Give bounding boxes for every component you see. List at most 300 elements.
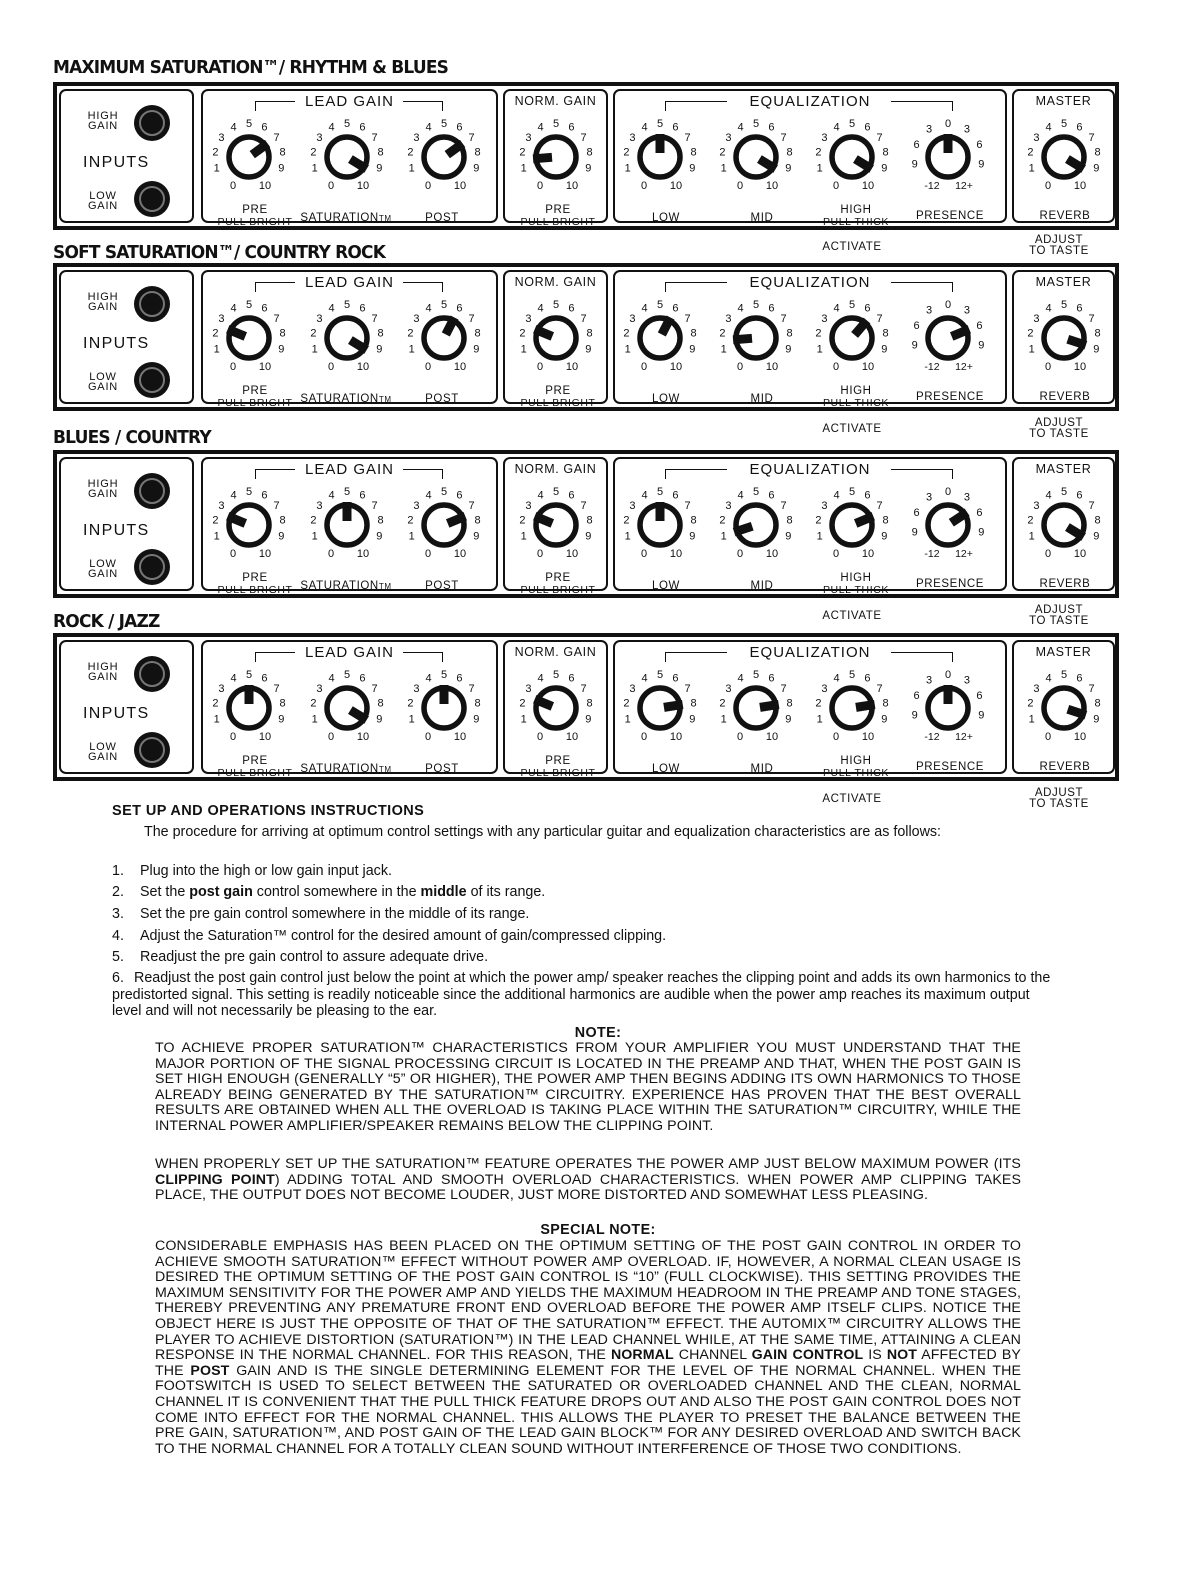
saturation-knob[interactable] bbox=[306, 290, 388, 386]
scale-tick-label: 2 bbox=[519, 697, 526, 710]
post-label: POST bbox=[425, 393, 459, 405]
post-knob-graphic bbox=[403, 290, 485, 386]
scale-tick-label: 5 bbox=[656, 669, 664, 681]
reverb-knob[interactable] bbox=[1023, 477, 1105, 573]
saturation-knob-graphic bbox=[306, 660, 388, 756]
scale-tick-label: 1 bbox=[408, 343, 415, 356]
norm-knob-graphic bbox=[515, 109, 597, 205]
scale-tick-label: 4 bbox=[737, 489, 744, 502]
scale-tick-label: 2 bbox=[519, 327, 526, 340]
post-gain-knob[interactable] bbox=[403, 660, 485, 756]
low-eq-knob[interactable] bbox=[619, 290, 701, 386]
scale-tick-label: 8 bbox=[882, 697, 889, 710]
reverb-knob-graphic bbox=[1023, 660, 1105, 756]
scale-tick-label: 2 bbox=[719, 327, 726, 340]
high-label: HIGH bbox=[840, 385, 872, 397]
high-knob-graphic bbox=[811, 477, 893, 573]
scale-tick-label: 4 bbox=[641, 121, 648, 134]
scale-tick-label: 5 bbox=[343, 118, 351, 130]
scale-tick-label: 6 bbox=[864, 672, 871, 685]
master-section bbox=[1012, 640, 1115, 774]
scale-tick-label: -12 bbox=[924, 731, 940, 743]
scale-tick-label: 6 bbox=[864, 121, 871, 134]
mid-eq-knob[interactable] bbox=[715, 109, 797, 205]
scale-tick-label: 10 bbox=[669, 548, 683, 560]
saturation-label: SATURATIONTM bbox=[300, 763, 392, 775]
adjust-to-taste-label: ADJUST TO TASTE bbox=[1029, 417, 1089, 440]
scale-tick-label: 8 bbox=[586, 146, 593, 159]
scale-tick-label: 3 bbox=[1033, 313, 1040, 326]
scale-tick-label: 0 bbox=[736, 731, 744, 743]
knob-body bbox=[1044, 137, 1084, 177]
pull-thick-label: PULL THICK bbox=[822, 584, 890, 596]
scale-tick-label: 1 bbox=[816, 530, 823, 543]
presence-knob[interactable] bbox=[907, 109, 989, 205]
scale-tick-label: 3 bbox=[525, 313, 532, 326]
scale-tick-label: 2 bbox=[623, 327, 630, 340]
scale-tick-label: 2 bbox=[310, 697, 317, 710]
low-knob-graphic bbox=[619, 660, 701, 756]
scale-tick-label: 3 bbox=[926, 674, 933, 687]
pre-label: PRE bbox=[242, 385, 268, 397]
scale-tick-label: 8 bbox=[474, 327, 481, 340]
scale-tick-label: 9 bbox=[881, 162, 888, 175]
knob-body bbox=[424, 318, 464, 358]
scale-tick-label: 7 bbox=[780, 313, 787, 326]
scale-tick-label: 2 bbox=[623, 514, 630, 527]
scale-tick-label: 9 bbox=[911, 526, 918, 539]
scale-tick-label: 4 bbox=[737, 302, 744, 315]
knob-body bbox=[736, 137, 776, 177]
activate-label: ACTIVATE bbox=[822, 241, 882, 253]
normal-gain-knob[interactable] bbox=[515, 290, 597, 386]
scale-tick-label: 1 bbox=[624, 530, 631, 543]
inputs-section bbox=[59, 270, 194, 404]
normal-gain-section bbox=[503, 89, 608, 228]
low-gain-input-jack[interactable] bbox=[134, 181, 170, 217]
scale-tick-label: 10 bbox=[565, 731, 579, 743]
scale-tick-label: 8 bbox=[1094, 146, 1101, 159]
scale-tick-label: 7 bbox=[780, 132, 787, 145]
high-eq-knob[interactable] bbox=[811, 109, 893, 205]
presence-label: PRESENCE bbox=[915, 578, 985, 590]
scale-tick-label: 8 bbox=[882, 327, 889, 340]
scale-tick-label: 12+ bbox=[955, 361, 973, 373]
scale-tick-label: 5 bbox=[752, 299, 760, 311]
master-section bbox=[1012, 457, 1115, 591]
pre-gain-knob[interactable] bbox=[208, 660, 290, 756]
mid-eq-knob[interactable] bbox=[715, 290, 797, 386]
norm-gain-label: NORM. GAIN bbox=[514, 94, 597, 108]
scale-tick-label: 10 bbox=[356, 361, 370, 373]
scale-tick-label: 0 bbox=[736, 361, 744, 373]
scale-tick-label: 7 bbox=[468, 313, 475, 326]
scale-tick-label: 3 bbox=[926, 304, 933, 317]
low-eq-knob[interactable] bbox=[619, 660, 701, 756]
scale-tick-label: 5 bbox=[848, 486, 856, 498]
step-5: 5. Readjust the pre gain control to assure adequate drive. bbox=[112, 949, 489, 965]
scale-tick-label: 9 bbox=[978, 526, 985, 539]
scale-tick-label: 9 bbox=[376, 162, 383, 175]
scale-tick-label: 3 bbox=[821, 500, 828, 513]
normal-gain-knob[interactable] bbox=[515, 660, 597, 756]
scale-tick-label: 7 bbox=[1088, 683, 1095, 696]
scale-tick-label: 1 bbox=[520, 162, 527, 175]
scale-tick-label: 9 bbox=[689, 343, 696, 356]
reverb-label: REVERB bbox=[1039, 578, 1091, 590]
scale-tick-label: 6 bbox=[568, 672, 575, 685]
scale-tick-label: 8 bbox=[1094, 514, 1101, 527]
scale-tick-label: 0 bbox=[1044, 731, 1052, 743]
knob-body bbox=[536, 318, 576, 358]
pre-gain-knob[interactable] bbox=[208, 109, 290, 205]
adjust-to-taste-label: ADJUST TO TASTE bbox=[1029, 604, 1089, 627]
scale-tick-label: 4 bbox=[328, 672, 335, 685]
scale-tick-label: 1 bbox=[720, 343, 727, 356]
high-gain-input-jack[interactable] bbox=[134, 656, 170, 692]
pre-label: PRE bbox=[242, 204, 268, 216]
scale-tick-label: 3 bbox=[821, 132, 828, 145]
low-gain-label: LOW GAIN bbox=[87, 190, 119, 212]
post-knob-graphic bbox=[403, 109, 485, 205]
saturation-knob[interactable] bbox=[306, 109, 388, 205]
lead-gain-label: LEAD GAIN bbox=[304, 93, 395, 110]
scale-tick-label: 2 bbox=[815, 327, 822, 340]
mid-label: MID bbox=[750, 580, 774, 592]
scale-tick-label: 3 bbox=[1033, 683, 1040, 696]
scale-tick-label: 7 bbox=[468, 500, 475, 513]
low-gain-input-jack[interactable] bbox=[134, 732, 170, 768]
scale-tick-label: 6 bbox=[672, 489, 679, 502]
low-label: LOW bbox=[652, 763, 680, 775]
reverb-label: REVERB bbox=[1039, 761, 1091, 773]
high-gain-input-jack[interactable] bbox=[134, 105, 170, 141]
scale-tick-label: 3 bbox=[316, 313, 323, 326]
high-label: HIGH bbox=[840, 204, 872, 216]
scale-tick-label: 7 bbox=[780, 683, 787, 696]
scale-tick-label: 9 bbox=[585, 162, 592, 175]
scale-tick-label: 0 bbox=[944, 299, 952, 311]
scale-tick-label: 9 bbox=[585, 343, 592, 356]
scale-tick-label: 6 bbox=[976, 689, 983, 702]
inputs-label: INPUTS bbox=[83, 154, 150, 171]
scale-tick-label: 8 bbox=[882, 146, 889, 159]
scale-tick-label: 4 bbox=[537, 672, 544, 685]
saturation-knob[interactable] bbox=[306, 660, 388, 756]
high-gain-label: HIGH GAIN bbox=[87, 478, 119, 500]
scale-tick-label: 0 bbox=[327, 548, 335, 560]
scale-tick-label: 5 bbox=[656, 299, 664, 311]
scale-tick-label: 0 bbox=[832, 731, 840, 743]
scale-tick-label: 6 bbox=[261, 121, 268, 134]
scale-tick-label: 5 bbox=[552, 486, 560, 498]
normal-gain-knob[interactable] bbox=[515, 477, 597, 573]
low-eq-knob[interactable] bbox=[619, 477, 701, 573]
scale-tick-label: 3 bbox=[218, 500, 225, 513]
lead-gain-label: LEAD GAIN bbox=[304, 274, 395, 291]
scale-tick-label: 8 bbox=[786, 146, 793, 159]
reverb-knob[interactable] bbox=[1023, 660, 1105, 756]
scale-tick-label: 3 bbox=[963, 123, 970, 136]
scale-tick-label: 3 bbox=[525, 500, 532, 513]
reverb-knob-graphic bbox=[1023, 477, 1105, 573]
mid-label: MID bbox=[750, 212, 774, 224]
scale-tick-label: 6 bbox=[456, 672, 463, 685]
scale-tick-label: 7 bbox=[273, 313, 280, 326]
scale-tick-label: 8 bbox=[586, 697, 593, 710]
scale-tick-label: 9 bbox=[785, 343, 792, 356]
scale-tick-label: 6 bbox=[976, 138, 983, 151]
presence-knob-graphic bbox=[907, 660, 989, 756]
mid-knob-graphic bbox=[715, 660, 797, 756]
scale-tick-label: 8 bbox=[474, 514, 481, 527]
high-eq-knob[interactable] bbox=[811, 477, 893, 573]
scale-tick-label: 3 bbox=[1033, 132, 1040, 145]
scale-tick-label: 4 bbox=[1045, 672, 1052, 685]
scale-tick-label: 6 bbox=[864, 489, 871, 502]
pre-gain-knob[interactable] bbox=[208, 477, 290, 573]
scale-tick-label: 0 bbox=[536, 731, 544, 743]
low-gain-label: LOW GAIN bbox=[87, 741, 119, 763]
scale-tick-label: 2 bbox=[310, 327, 317, 340]
scale-tick-label: 5 bbox=[1060, 299, 1068, 311]
scale-tick-label: 0 bbox=[640, 361, 648, 373]
scale-tick-label: 0 bbox=[1044, 361, 1052, 373]
scale-tick-label: 6 bbox=[1076, 672, 1083, 685]
normal-gain-knob[interactable] bbox=[515, 109, 597, 205]
scale-tick-label: 10 bbox=[453, 180, 467, 192]
presence-knob-graphic bbox=[907, 290, 989, 386]
scale-tick-label: 2 bbox=[519, 146, 526, 159]
knob-body bbox=[832, 505, 872, 545]
mid-label: MID bbox=[750, 393, 774, 405]
norm-gain-label: NORM. GAIN bbox=[514, 275, 597, 289]
scale-tick-label: 0 bbox=[944, 486, 952, 498]
scale-tick-label: 10 bbox=[258, 731, 272, 743]
scale-tick-label: 9 bbox=[978, 339, 985, 352]
scale-tick-label: 9 bbox=[473, 343, 480, 356]
normal-gain-section bbox=[503, 640, 608, 779]
scale-tick-label: 1 bbox=[311, 530, 318, 543]
pre-gain-knob[interactable] bbox=[208, 290, 290, 386]
post-knob-graphic bbox=[403, 477, 485, 573]
scale-tick-label: 2 bbox=[623, 146, 630, 159]
scale-tick-label: 1 bbox=[816, 343, 823, 356]
normal-gain-section bbox=[503, 270, 608, 409]
pre-knob-graphic bbox=[208, 660, 290, 756]
low-gain-input-jack[interactable] bbox=[134, 549, 170, 585]
scale-tick-label: 0 bbox=[424, 361, 432, 373]
scale-tick-label: 1 bbox=[624, 162, 631, 175]
scale-tick-label: 7 bbox=[371, 683, 378, 696]
scale-tick-label: 7 bbox=[468, 683, 475, 696]
knob-body bbox=[327, 318, 367, 358]
equalization-section bbox=[613, 270, 1007, 409]
scale-tick-label: 9 bbox=[278, 713, 285, 726]
pre-label: PRE bbox=[242, 755, 268, 767]
scale-tick-label: 0 bbox=[640, 548, 648, 560]
scale-tick-label: 5 bbox=[1060, 486, 1068, 498]
scale-tick-label: 7 bbox=[1088, 500, 1095, 513]
scale-tick-label: 5 bbox=[245, 486, 253, 498]
high-label: HIGH bbox=[840, 572, 872, 584]
saturation-label: SATURATIONTM bbox=[300, 393, 392, 405]
scale-tick-label: 0 bbox=[536, 180, 544, 192]
scale-tick-label: 6 bbox=[672, 672, 679, 685]
scale-tick-label: 8 bbox=[279, 146, 286, 159]
scale-tick-label: 5 bbox=[245, 299, 253, 311]
presence-label: PRESENCE bbox=[915, 210, 985, 222]
high-eq-knob[interactable] bbox=[811, 290, 893, 386]
scale-tick-label: 5 bbox=[752, 669, 760, 681]
post-gain-knob[interactable] bbox=[403, 477, 485, 573]
scale-tick-label: 8 bbox=[586, 327, 593, 340]
scale-tick-label: 2 bbox=[519, 514, 526, 527]
scale-tick-label: 10 bbox=[669, 361, 683, 373]
scale-tick-label: 3 bbox=[963, 491, 970, 504]
high-gain-label: HIGH GAIN bbox=[87, 661, 119, 683]
inputs-section bbox=[59, 89, 194, 223]
scale-tick-label: 0 bbox=[832, 361, 840, 373]
scale-tick-label: 4 bbox=[230, 489, 237, 502]
scale-tick-label: 9 bbox=[911, 339, 918, 352]
master-label: MASTER bbox=[1035, 275, 1092, 289]
scale-tick-label: 5 bbox=[245, 669, 253, 681]
scale-tick-label: 4 bbox=[537, 302, 544, 315]
scale-tick-label: 10 bbox=[765, 180, 779, 192]
scale-tick-label: 3 bbox=[525, 683, 532, 696]
scale-tick-label: 9 bbox=[785, 713, 792, 726]
note-heading: NOTE: bbox=[574, 1025, 622, 1041]
scale-tick-label: 3 bbox=[413, 500, 420, 513]
scale-tick-label: 1 bbox=[1028, 713, 1035, 726]
scale-tick-label: 10 bbox=[356, 731, 370, 743]
inputs-section bbox=[59, 457, 194, 591]
scale-tick-label: 1 bbox=[311, 713, 318, 726]
scale-tick-label: 9 bbox=[376, 530, 383, 543]
scale-tick-label: 1 bbox=[408, 713, 415, 726]
scale-tick-label: 1 bbox=[624, 713, 631, 726]
presence-knob[interactable] bbox=[907, 477, 989, 573]
scale-tick-label: 4 bbox=[425, 672, 432, 685]
low-eq-knob[interactable] bbox=[619, 109, 701, 205]
norm-pull-bright-label: PULL BRIGHT bbox=[520, 767, 596, 779]
scale-tick-label: 9 bbox=[881, 713, 888, 726]
low-gain-input-jack[interactable] bbox=[134, 362, 170, 398]
pull-thick-label: PULL THICK bbox=[822, 767, 890, 779]
presence-knob-graphic bbox=[907, 109, 989, 205]
scale-tick-label: 0 bbox=[832, 548, 840, 560]
knob-pointer bbox=[733, 338, 752, 339]
scale-tick-label: 10 bbox=[765, 361, 779, 373]
saturation-knob-graphic bbox=[306, 290, 388, 386]
high-eq-knob[interactable] bbox=[811, 660, 893, 756]
knob-body bbox=[832, 137, 872, 177]
scale-tick-label: 10 bbox=[258, 548, 272, 560]
scale-tick-label: 4 bbox=[537, 489, 544, 502]
scale-tick-label: 6 bbox=[261, 672, 268, 685]
reverb-knob[interactable] bbox=[1023, 290, 1105, 386]
scale-tick-label: 10 bbox=[861, 180, 875, 192]
scale-tick-label: 1 bbox=[624, 343, 631, 356]
scale-tick-label: 1 bbox=[1028, 530, 1035, 543]
presence-knob[interactable] bbox=[907, 660, 989, 756]
scale-tick-label: 10 bbox=[765, 548, 779, 560]
scale-tick-label: 3 bbox=[1033, 500, 1040, 513]
norm-gain-label: NORM. GAIN bbox=[514, 645, 597, 659]
presence-knob[interactable] bbox=[907, 290, 989, 386]
scale-tick-label: 3 bbox=[218, 132, 225, 145]
scale-tick-label: 6 bbox=[568, 489, 575, 502]
scale-tick-label: 5 bbox=[440, 669, 448, 681]
pull-bright-label: PULL BRIGHT bbox=[217, 767, 293, 779]
scale-tick-label: 4 bbox=[425, 302, 432, 315]
reverb-knob-graphic bbox=[1023, 109, 1105, 205]
scale-tick-label: 1 bbox=[1028, 343, 1035, 356]
scale-tick-label: 5 bbox=[440, 486, 448, 498]
scale-tick-label: 3 bbox=[218, 683, 225, 696]
lead-gain-section bbox=[201, 270, 498, 409]
scale-tick-label: 4 bbox=[641, 672, 648, 685]
preset-title: BLUES / COUNTRY bbox=[53, 427, 211, 449]
scale-tick-label: 8 bbox=[1094, 327, 1101, 340]
scale-tick-label: 5 bbox=[343, 486, 351, 498]
scale-tick-label: 8 bbox=[377, 146, 384, 159]
scale-tick-label: 1 bbox=[520, 343, 527, 356]
scale-tick-label: 10 bbox=[1073, 731, 1087, 743]
high-gain-input-jack[interactable] bbox=[134, 473, 170, 509]
scale-tick-label: 0 bbox=[1044, 180, 1052, 192]
scale-tick-label: 8 bbox=[474, 697, 481, 710]
scale-tick-label: 7 bbox=[580, 500, 587, 513]
mid-label: MID bbox=[750, 763, 774, 775]
scale-tick-label: 10 bbox=[565, 548, 579, 560]
saturation-knob[interactable] bbox=[306, 477, 388, 573]
scale-tick-label: 8 bbox=[786, 327, 793, 340]
activate-label: ACTIVATE bbox=[822, 610, 882, 622]
norm-knob-graphic bbox=[515, 290, 597, 386]
presence-knob-graphic bbox=[907, 477, 989, 573]
scale-tick-label: 0 bbox=[229, 731, 237, 743]
scale-tick-label: 8 bbox=[279, 697, 286, 710]
scale-tick-label: 8 bbox=[690, 697, 697, 710]
knob-pointer bbox=[856, 704, 875, 707]
post-gain-knob[interactable] bbox=[403, 109, 485, 205]
scale-tick-label: 7 bbox=[684, 313, 691, 326]
scale-tick-label: 9 bbox=[689, 162, 696, 175]
scale-tick-label: 0 bbox=[327, 731, 335, 743]
post-gain-knob[interactable] bbox=[403, 290, 485, 386]
instructions-title: SET UP AND OPERATIONS INSTRUCTIONS bbox=[112, 803, 425, 819]
mid-eq-knob[interactable] bbox=[715, 477, 797, 573]
scale-tick-label: 8 bbox=[279, 514, 286, 527]
knob-body bbox=[928, 318, 968, 358]
scale-tick-label: 7 bbox=[1088, 132, 1095, 145]
reverb-knob[interactable] bbox=[1023, 109, 1105, 205]
activate-label: ACTIVATE bbox=[822, 423, 882, 435]
scale-tick-label: 9 bbox=[1093, 530, 1100, 543]
scale-tick-label: 2 bbox=[212, 146, 219, 159]
scale-tick-label: 3 bbox=[725, 683, 732, 696]
scale-tick-label: 5 bbox=[848, 299, 856, 311]
scale-tick-label: 8 bbox=[786, 514, 793, 527]
mid-eq-knob[interactable] bbox=[715, 660, 797, 756]
high-gain-input-jack[interactable] bbox=[134, 286, 170, 322]
norm-pull-bright-label: PULL BRIGHT bbox=[520, 216, 596, 228]
step-4: 4. Adjust the Saturation™ control for the desired amount of gain/compressed clipping. bbox=[112, 928, 667, 944]
scale-tick-label: 6 bbox=[913, 319, 920, 332]
scale-tick-label: 0 bbox=[944, 118, 952, 130]
